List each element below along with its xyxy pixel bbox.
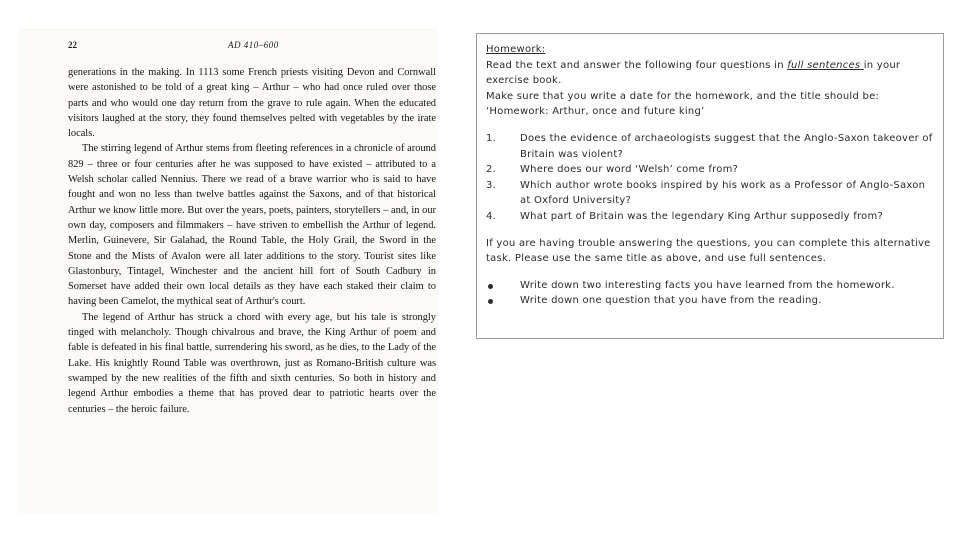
full-sentences-emphasis: full sentences: [787, 59, 864, 71]
homework-intro: [486, 58, 935, 89]
question-item: [486, 131, 935, 162]
bullet-item: [486, 278, 935, 294]
bullet-icon: [488, 299, 493, 304]
question-list: [486, 131, 935, 225]
question-item: [486, 178, 935, 209]
scanned-book-page: [18, 28, 438, 513]
bullet-icon: [488, 284, 493, 289]
book-text: [68, 65, 436, 417]
question-number: 1.: [486, 132, 497, 144]
alternative-bullet-list: [486, 278, 935, 309]
bullet-text: Write down one question that you have from the reading.: [520, 295, 822, 307]
question-item: [486, 209, 935, 225]
question-text: What part of Britain was the legendary King Arthur supposedly from?: [520, 210, 884, 222]
question-text: Which author wrote books inspired by his work as a Professor of Anglo-Saxon at Oxford University?: [520, 179, 926, 207]
book-paragraph-1: generations in the making. In 1113 some French priests visiting Devon and Cornwall were astonished to be told of a great king – Arthur – who had once ruled over those parts and who would one day return from the grave to rule again. When the educated visitors laughed at the story, they found themselves pelted with vegetables by the irate locals.: [68, 67, 436, 140]
question-text: Where does our word ‘Welsh’ come from?: [520, 164, 739, 176]
intro-text: Read the text and answer the following four questions in: [486, 59, 788, 71]
book-page-header: [68, 40, 438, 54]
question-number: 4.: [486, 210, 497, 222]
page-number: 22: [68, 40, 77, 50]
question-item: [486, 162, 935, 178]
homework-instruction: Make sure that you write a date for the homework, and the title should be: ‘Homework: Arthur, once and future king’: [486, 90, 880, 118]
running-head: AD 410–600: [228, 40, 279, 50]
question-number: 3.: [486, 179, 497, 191]
bullet-text: Write down two interesting facts you have learned from the homework.: [520, 279, 895, 291]
question-number: 2.: [486, 164, 497, 176]
book-paragraph-3: The legend of Arthur has struck a chord with every age, but his tale is strongly tinged with melancholy. Though chivalrous and brave, the King Arthur of poem and fable is defeated in his final battle, surrendering his sword, as he dies, to the Lady of the Lake. His knightly Round Table was overthrown, just as Romano-British culture was swamped by the new realities of the fifth and sixth centuries. So both in history and legend Arthur embodies a theme that has proved dear to patriotic hearts over the centuries – the heroic failure.: [68, 311, 436, 415]
homework-title: Homework:: [486, 44, 546, 55]
book-paragraph-2: The stirring legend of Arthur stems from fleeting references in a chronicle of around 829 – three or four centuries after he was supposed to have existed – attributed to a Welsh scholar called Nennius. There we read of a brave warrior who is said to have fought and won no less than twelve battles against the Saxons, and of that historical Arthur we know little more. But over the years, poets, painters, storytellers – and, in our own day, composers and filmmakers – have striven to embellish the Arthur of legend. Merlin, Guinevere, Sir Galahad, the Round Table, the Holy Grail, the Sword in the Stone and the Mists of Avalon were all later additions to the story. Tourist sites like Glastonbury, Tintagel, Winchester and the ancient hill fort of South Cadbury in Somerset have added their own local details as they have each staked their claim to having been Camelot, the mythical seat of Arthur's court.: [68, 143, 436, 308]
question-text: Does the evidence of archaeologists suggest that the Anglo-Saxon takeover of Britain was violent?: [520, 132, 933, 160]
bullet-item: [486, 293, 935, 309]
intro-text-end: in your exercise book.: [486, 59, 901, 87]
homework-box: [476, 33, 944, 339]
alternative-task: If you are having trouble answering the questions, you can complete this alternative task. Please use the same title as above, and use full sentences.: [486, 237, 931, 265]
